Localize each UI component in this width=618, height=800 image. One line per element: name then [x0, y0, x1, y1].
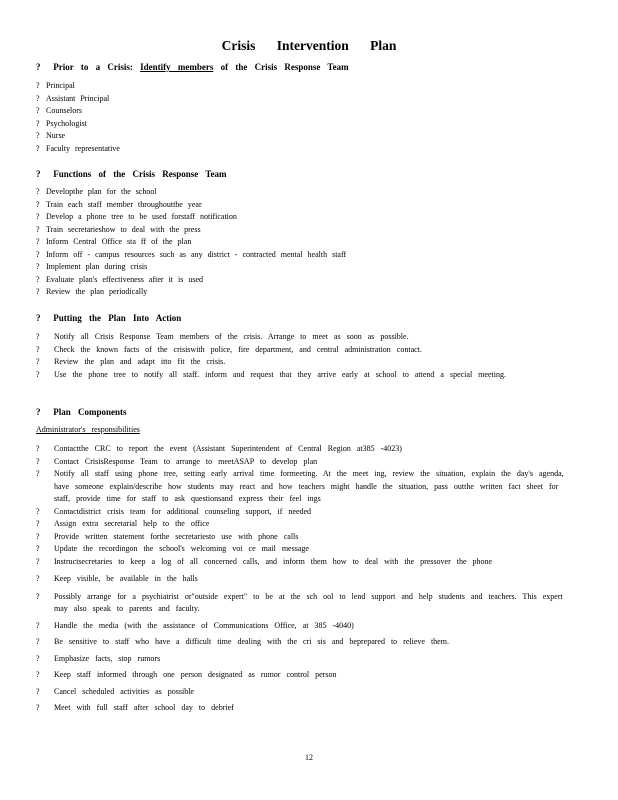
heading-part-b: of the Crisis Response Team	[220, 62, 349, 72]
list-item: ? Developthe plan for the school	[36, 187, 157, 196]
list-item: ? Contactdistrict crisis team for additional counseling support, if needed	[36, 506, 312, 516]
heading-part-underlined: Identify members	[140, 62, 214, 72]
list-item: ? Keep visible, be available in the halls	[36, 574, 198, 583]
list-item: ? Nurse	[36, 131, 66, 140]
page-title: Crisis Intervention Plan	[221, 38, 397, 53]
subheading-admin-responsibilities: Administrator's responsibilities	[36, 425, 140, 434]
list-item: ? Review the plan and adapt itto fit the crisis.	[36, 357, 226, 366]
list-item: ? Notify all staff using phone tree, setting early arrival time formeeting. At the meet ing, review the situation, explain the day's agenda, have someone explain/describe how students may react and how teachers might handle the situation, pass outthe written fact sheet for staff, provide time for staff to ask questionsand express their feel ings	[36, 469, 564, 503]
list-item: ? Train secretarieshow to deal with the press	[36, 224, 201, 234]
list-item: ? Assistant Principal	[36, 93, 110, 103]
action-steps-list	[36, 331, 576, 381]
list-item: ? Review the plan periodically	[36, 287, 148, 296]
bullet-icon: ?	[36, 407, 41, 417]
list-item: ? Be sensitive to staff who have a difficult time dealing with the cri sis and beprepared to relieve them.	[36, 637, 449, 646]
list-item: ? Evaluate plan's effectiveness after it is used	[36, 274, 204, 284]
list-item: ? Instructsecretaries to keep a log of all concerned calls, and inform them how to deal with the pressover the phone	[36, 556, 493, 566]
section-heading-functions: ? Functions of the Crisis Response Team	[36, 169, 227, 179]
section-heading-action: ? Putting the Plan Into Action	[36, 313, 182, 323]
bullet-icon: ?	[36, 169, 41, 179]
list-item: ? Principal	[36, 81, 75, 90]
section-heading-prior	[36, 62, 349, 72]
bullet-icon: ?	[36, 313, 41, 323]
list-item: ? Develop a phone tree to be used forstaff notification	[36, 212, 237, 221]
team-members-list	[36, 80, 120, 155]
heading-part-a: Prior to a Crisis:	[53, 62, 133, 72]
functions-list	[36, 186, 346, 299]
list-item: ? Contactthe CRC to report the event (Assistant Superintendent of Central Region at385 -4023)	[36, 444, 402, 453]
section-heading-components: ? Plan Components	[36, 407, 127, 417]
list-item: ? Implement plan during crisis	[36, 262, 148, 271]
bullet-icon: ?	[36, 62, 41, 72]
list-item: ? Use the phone tree to notify all staff. inform and request that they arrive early at school to attend a special meeting.	[36, 369, 506, 379]
list-item: ? Possibly arrange for a psychiatrist or"outside expert" to be at the sch ool to lend support and help students and teachers. This expert may also speak to parents and faculty.	[36, 591, 563, 613]
list-item: ? Cancel scheduled activities as possible	[36, 686, 194, 696]
list-item: ? Keep staff informed through one person designated as rumor control person	[36, 670, 337, 679]
list-item: ? Update the recordingon the school's welcoming voi ce mail message	[36, 544, 309, 553]
page-number: 12	[305, 753, 313, 762]
list-item: ? Inform Central Office sta ff of the plan	[36, 237, 192, 246]
admin-responsibilities-list	[36, 443, 576, 715]
list-item: ? Faculty representative	[36, 143, 120, 153]
list-item: ? Inform off - campus resources such as any district - contracted mental health staff	[36, 249, 347, 259]
list-item: ? Meet with full staff after school day to debrief	[36, 703, 234, 712]
list-item: ? Emphasize facts, stop rumors	[36, 653, 161, 663]
list-item: ? Psychologist	[36, 118, 87, 128]
list-item: ? Handle the media (with the assistance of Communications Office, at 385 -4040)	[36, 620, 354, 630]
list-item: ? Contact CrisisResponse Team to arrange to meetASAP to develop plan	[36, 456, 318, 466]
list-item: ? Provide written statement forthe secretariesto use with phone calls	[36, 531, 299, 541]
list-item: ? Assign extra secretarial help to the office	[36, 519, 210, 528]
list-item: ? Notify all Crisis Response Team members of the crisis. Arrange to meet as soon as possible.	[36, 332, 409, 341]
list-item: ? Counselors	[36, 106, 82, 115]
list-item: ? Train each staff member throughoutthe year	[36, 199, 202, 209]
list-item: ? Check the known facts of the crisiswith police, fire department, and central administration contact.	[36, 344, 422, 354]
